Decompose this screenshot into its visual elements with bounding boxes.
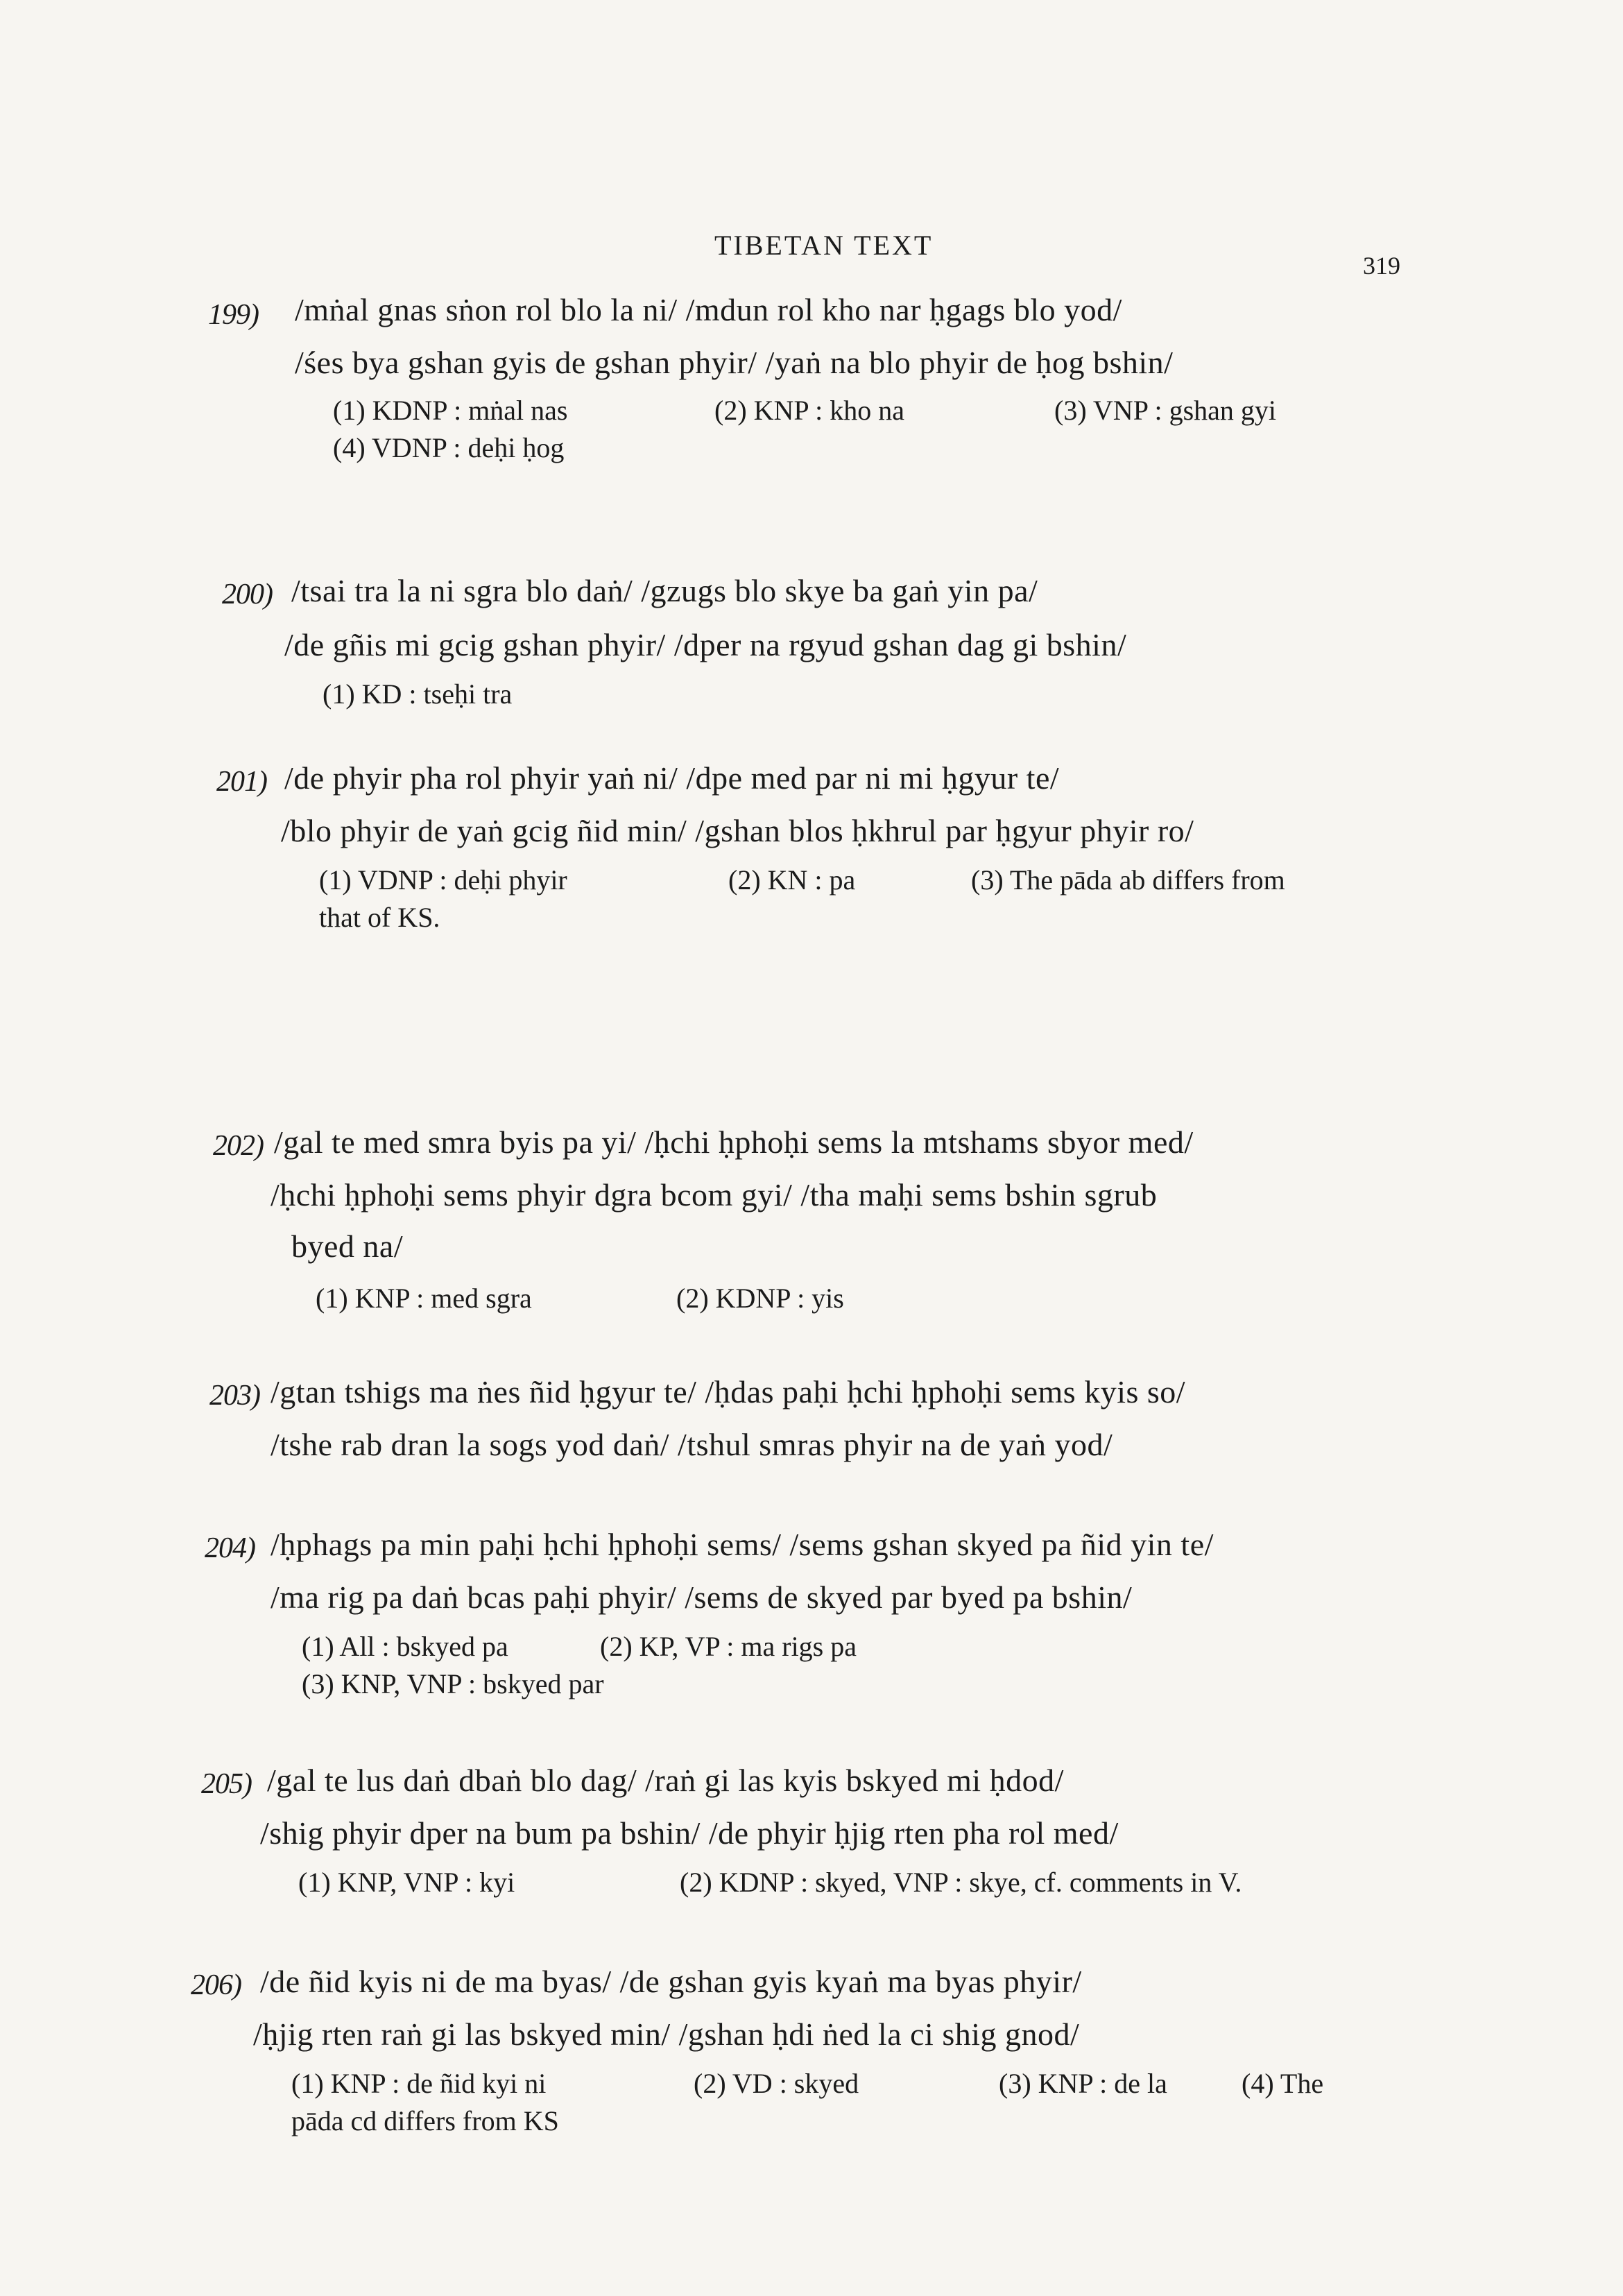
- variant-note: pāda cd differs from KS: [291, 2105, 559, 2136]
- note-line: [291, 2105, 559, 2137]
- note-line: [298, 1866, 1242, 1899]
- note-line: [333, 394, 1276, 427]
- verse-line: /blo phyir de yaṅ gcig ñid min/ /gshan blos ḥkhrul par ḥgyur phyir ro/: [281, 813, 1194, 848]
- verse-line: /ḥphags pa min paḥi ḥchi ḥphoḥi sems/ /sems gshan skyed pa ñid yin te/: [270, 1527, 1214, 1562]
- verse-line: /gal te med smra byis pa yi/ /ḥchi ḥphoḥi sems la mtshams sbyor med/: [274, 1124, 1194, 1160]
- variant-note: (2) KDNP : yis: [676, 1283, 844, 1314]
- verse-number: 204): [205, 1532, 255, 1564]
- variant-note: (3) The pāda ab differs from: [971, 864, 1285, 896]
- note-line: [323, 678, 512, 710]
- note-line: [291, 2067, 1323, 2100]
- verse-line: /shig phyir dper na bum pa bshin/ /de phyir ḥjig rten pha rol med/: [260, 1815, 1119, 1851]
- variant-note: (2) KP, VP : ma rigs pa: [600, 1631, 857, 1662]
- verse-line: byed na/: [291, 1228, 404, 1264]
- note-line: [302, 1630, 857, 1663]
- verse-line: /de gñis mi gcig gshan phyir/ /dper na rgyud gshan dag gi bshin/: [284, 627, 1127, 662]
- variant-note: (3) VNP : gshan gyi: [1054, 395, 1276, 426]
- note-line: [302, 1668, 604, 1700]
- verse-number: 200): [222, 579, 273, 610]
- note-line: [319, 901, 440, 934]
- variant-note: (2) KN : pa: [728, 864, 856, 896]
- variant-note: (2) KDNP : skyed, VNP : skye, cf. comments in V.: [680, 1867, 1242, 1898]
- variant-note: (1) All : bskyed pa: [302, 1631, 508, 1662]
- verse-number: 206): [191, 1969, 241, 2001]
- note-line: [319, 864, 1285, 896]
- variant-note: (1) VDNP : deḥi phyir: [319, 864, 567, 896]
- variant-note: (2) VD : skyed: [694, 2068, 859, 2099]
- variant-note: (3) KNP : de la: [999, 2068, 1167, 2099]
- verse-line: /mṅal gnas sṅon rol blo la ni/ /mdun rol kho nar ḥgags blo yod/: [295, 292, 1122, 327]
- variant-note: (4) VDNP : deḥi ḥog: [333, 432, 565, 463]
- variant-note: (1) KNP, VNP : kyi: [298, 1867, 515, 1898]
- variant-note: (4) The: [1242, 2068, 1324, 2099]
- verse-line: /ḥchi ḥphoḥi sems phyir dgra bcom gyi/ /tha maḥi sems bshin sgrub: [270, 1177, 1158, 1213]
- verse-line: /de ñid kyis ni de ma byas/ /de gshan gyis kyaṅ ma byas phyir/: [260, 1964, 1082, 1999]
- verse-line: /de phyir pha rol phyir yaṅ ni/ /dpe med par ni mi ḥgyur te/: [284, 760, 1060, 796]
- variant-note: that of KS.: [319, 902, 440, 933]
- verse-line: /śes bya gshan gyis de gshan phyir/ /yaṅ na blo phyir de ḥog bshin/: [295, 345, 1174, 380]
- verse-line: /ḥjig rten raṅ gi las bskyed min/ /gshan ḥdi ṅed la ci shig gnod/: [253, 2016, 1080, 2052]
- verse-line: /ma rig pa daṅ bcas paḥi phyir/ /sems de skyed par byed pa bshin/: [270, 1579, 1133, 1615]
- verse-number: 203): [209, 1380, 260, 1412]
- verse-number: 205): [201, 1768, 252, 1800]
- note-line: [333, 431, 564, 464]
- verse-line: /tshe rab dran la sogs yod daṅ/ /tshul smras phyir na de yaṅ yod/: [270, 1427, 1113, 1462]
- variant-note: (2) KNP : kho na: [714, 395, 905, 426]
- running-title: TIBETAN TEXT: [714, 230, 934, 261]
- page-header: [0, 229, 1623, 280]
- verse-line: /tsai tra la ni sgra blo daṅ/ /gzugs blo skye ba gaṅ yin pa/: [291, 573, 1038, 608]
- verse-line: /gal te lus daṅ dbaṅ blo dag/ /raṅ gi las kyis bskyed mi ḥdod/: [267, 1763, 1064, 1798]
- page-number: 319: [1363, 252, 1400, 280]
- variant-note: (1) KD : tseḥi tra: [323, 678, 513, 710]
- verse-line: /gtan tshigs ma ṅes ñid ḥgyur te/ /ḥdas paḥi ḥchi ḥphoḥi sems kyis so/: [270, 1374, 1186, 1410]
- verse-number: 202): [213, 1130, 264, 1162]
- verse-number: 199): [208, 299, 259, 331]
- verse-number: 201): [216, 766, 267, 798]
- variant-note: (1) KNP : de ñid kyi ni: [291, 2068, 547, 2099]
- variant-note: (3) KNP, VNP : bskyed par: [302, 1668, 604, 1699]
- variant-note: (1) KNP : med sgra: [316, 1283, 532, 1314]
- variant-note: (1) KDNP : mṅal nas: [333, 395, 568, 426]
- note-line: [316, 1282, 844, 1314]
